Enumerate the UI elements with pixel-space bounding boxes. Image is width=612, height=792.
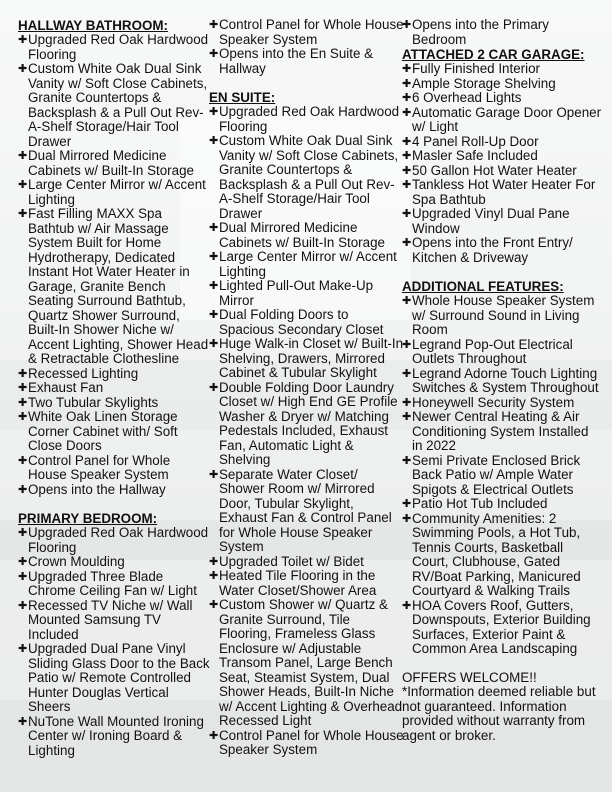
list-item-text: Dual Folding Doors to Spacious Secondary Closet <box>219 307 384 337</box>
list-item <box>402 106 602 135</box>
section-title-primary-bedroom: PRIMARY BEDROOM: <box>18 511 158 526</box>
list-item <box>402 367 602 396</box>
plus-bullet-icon: ✚ <box>402 63 412 75</box>
list-item <box>18 62 210 149</box>
list-item <box>402 135 602 150</box>
primary-bedroom-continued-list <box>209 18 405 76</box>
list-item-text: Opens into the Hallway <box>28 481 166 497</box>
list-item <box>402 62 602 77</box>
plus-bullet-icon: ✚ <box>209 106 219 118</box>
list-item <box>18 454 210 483</box>
list-item-text: Custom Shower w/ Quartz & Granite Surround, Tile Flooring, Frameless Glass Enclosure w/ Adjustable Transom Panel, Large Bench Seat, Steamist System, Dual Shower Heads, Built-In Niche w/ Accent Lighting & Overhead Recessed Light <box>219 597 403 728</box>
en-suite-list <box>209 105 405 758</box>
column-left <box>18 18 210 758</box>
list-item <box>18 207 210 367</box>
list-item-text: Two Tubular Skylights <box>28 394 159 410</box>
list-item-text: Upgraded Dual Pane Vinyl Sliding Glass Door to the Back Patio w/ Remote Controlled Hunter Douglas Vertical Sheers <box>28 641 210 714</box>
list-item-text: Upgraded Three Blade Chrome Ceiling Fan w/ Light <box>28 568 197 598</box>
plus-bullet-icon: ✚ <box>402 92 412 104</box>
list-item-text: Opens into the Front Entry/ Kitchen & Driveway <box>412 235 573 265</box>
list-item <box>209 555 405 570</box>
list-item-text: Whole House Speaker System w/ Surround Sound in Living Room <box>412 293 595 337</box>
plus-bullet-icon: ✚ <box>402 512 412 525</box>
plus-bullet-icon: ✚ <box>18 556 28 568</box>
list-item-text: Community Amenities: 2 Swimming Pools, a Hot Tub, Tennis Courts, Basketball Court, Clubhouse, Gated RV/Boat Parking, Manicured Courtyard & Walking Trails <box>412 510 581 598</box>
list-item-text: Recessed TV Niche w/ Wall Mounted Samsung TV Included <box>28 597 193 642</box>
list-item <box>402 512 602 599</box>
list-item <box>209 468 405 555</box>
section-title-garage: ATTACHED 2 CAR GARAGE: <box>402 47 585 62</box>
list-item <box>402 410 602 454</box>
list-item <box>18 570 210 599</box>
hallway-bathroom-list <box>18 33 210 497</box>
list-item-text: HOA Covers Roof, Gutters, Downspouts, Exterior Building Surfaces, Exterior Paint & Common Area Landscaping <box>412 597 591 656</box>
list-item-text: 50 Gallon Hot Water Heater <box>412 162 577 178</box>
plus-bullet-icon: ✚ <box>209 570 219 582</box>
list-item-text: Patio Hot Tub Included <box>412 496 548 511</box>
list-item-text: Custom White Oak Dual Sink Vanity w/ Soft Close Cabinets, Granite Countertops & Backsplash & a Pull Out Rev-A-Shelf Storage/Hair Tool Drawer <box>219 133 399 221</box>
plus-bullet-icon: ✚ <box>209 729 219 742</box>
list-item <box>209 221 405 250</box>
list-item-text: Newer Central Heating & Air Conditioning System Installed in 2022 <box>412 409 589 453</box>
list-item-text: Fully Finished Interior <box>412 61 541 76</box>
list-item <box>209 47 405 76</box>
disclaimer-text: *Information deemed reliable but not guaranteed. Information provided without warranty from agent or broker. <box>402 684 596 743</box>
list-item <box>209 598 405 729</box>
plus-bullet-icon: ✚ <box>209 309 219 321</box>
plus-bullet-icon: ✚ <box>18 63 28 75</box>
list-item-text: 6 Overhead Lights <box>412 90 522 105</box>
plus-bullet-icon: ✚ <box>18 643 28 655</box>
plus-bullet-icon: ✚ <box>402 135 412 148</box>
list-item-text: NuTone Wall Mounted Ironing Center w/ Ironing Board & Lighting <box>28 713 204 758</box>
list-item <box>402 207 602 236</box>
list-item <box>18 178 210 207</box>
section-title-hallway-bathroom: HALLWAY BATHROOM: <box>18 18 169 33</box>
column-right <box>402 18 602 743</box>
list-item-text: 4 Panel Roll-Up Door <box>412 133 539 149</box>
plus-bullet-icon: ✚ <box>18 570 28 583</box>
list-item-text: Tankless Hot Water Heater For Spa Bathtub <box>412 177 596 207</box>
list-item-text: Recessed Lighting <box>28 365 139 381</box>
plus-bullet-icon: ✚ <box>402 599 412 612</box>
list-item-text: Fast Filling MAXX Spa Bathtub w/ Air Massage System Built for Home Hydrotherapy, Dedicated Instant Hot Water Heater in Garage, Granite Bench Seating Surround Bathtub, Quartz Shower Surround, Built-In Shower Niche w/ Accent Lighting, Shower Head & Retractable Clothesline <box>28 206 209 366</box>
list-item <box>18 526 210 555</box>
list-item-text: Dual Mirrored Medicine Cabinets w/ Built-In Storage <box>219 220 385 250</box>
plus-bullet-icon: ✚ <box>402 164 412 177</box>
list-item-text: Large Center Mirror w/ Accent Lighting <box>28 177 206 207</box>
list-item <box>402 149 602 164</box>
plus-bullet-icon: ✚ <box>209 280 219 292</box>
plus-bullet-icon: ✚ <box>18 527 28 539</box>
plus-bullet-icon: ✚ <box>402 19 412 31</box>
list-item-text: Upgraded Red Oak Hardwood Flooring <box>28 32 209 62</box>
plus-bullet-icon: ✚ <box>402 396 412 409</box>
list-item <box>402 338 602 367</box>
list-item <box>18 367 210 382</box>
list-item <box>209 105 405 134</box>
plus-bullet-icon: ✚ <box>402 295 412 307</box>
plus-bullet-icon: ✚ <box>18 150 28 162</box>
list-item <box>18 396 210 411</box>
list-item-text: Custom White Oak Dual Sink Vanity w/ Soft Close Cabinets, Granite Countertops & Backsplash & a Pull Out Rev-A-Shelf Storage/Hair Tool Drawer <box>28 61 208 149</box>
list-item-text: Legrand Pop-Out Electrical Outlets Throughout <box>412 336 573 366</box>
list-item <box>209 729 405 758</box>
list-item <box>402 294 602 338</box>
list-item-text: Upgraded Red Oak Hardwood Flooring <box>28 525 209 555</box>
plus-bullet-icon: ✚ <box>402 208 412 220</box>
plus-bullet-icon: ✚ <box>402 77 412 90</box>
list-item <box>18 149 210 178</box>
list-item <box>18 33 210 62</box>
plus-bullet-icon: ✚ <box>18 454 28 467</box>
list-item <box>402 164 602 179</box>
offers-welcome-text: OFFERS WELCOME!! <box>402 669 537 685</box>
plus-bullet-icon: ✚ <box>402 237 412 249</box>
list-item-text: Separate Water Closet/ Shower Room w/ Mirrored Door, Tubular Skylight, Exhaust Fan & Control Panel for Whole House Speaker System <box>219 466 392 554</box>
footer-block <box>402 671 602 744</box>
plus-bullet-icon: ✚ <box>209 222 219 234</box>
list-item-text: Ample Storage Shelving <box>412 75 556 91</box>
plus-bullet-icon: ✚ <box>402 411 412 423</box>
plus-bullet-icon: ✚ <box>209 19 219 31</box>
plus-bullet-icon: ✚ <box>402 150 412 162</box>
list-item <box>209 337 405 381</box>
plus-bullet-icon: ✚ <box>18 382 28 394</box>
list-item <box>402 497 602 512</box>
plus-bullet-icon: ✚ <box>402 498 412 510</box>
plus-bullet-icon: ✚ <box>209 135 219 147</box>
column-middle <box>209 18 405 758</box>
plus-bullet-icon: ✚ <box>209 599 219 611</box>
list-item <box>402 18 602 47</box>
list-item <box>402 454 602 498</box>
list-item-text: Semi Private Enclosed Brick Back Patio w/ Ample Water Spigots & Electrical Outlets <box>412 452 581 497</box>
section-title-additional-features: ADDITIONAL FEATURES: <box>402 279 564 294</box>
list-item-text: Automatic Garage Door Opener w/ Light <box>412 104 602 134</box>
plus-bullet-icon: ✚ <box>18 367 28 380</box>
plus-bullet-icon: ✚ <box>209 555 219 568</box>
plus-bullet-icon: ✚ <box>402 179 412 191</box>
list-item-text: Masler Safe Included <box>412 148 538 163</box>
list-item <box>18 599 210 643</box>
list-item-text: Large Center Mirror w/ Accent Lighting <box>219 249 397 279</box>
plus-bullet-icon: ✚ <box>18 179 28 191</box>
plus-bullet-icon: ✚ <box>209 338 219 350</box>
list-item-text: Control Panel for Whole House Speaker System <box>219 17 404 47</box>
list-item <box>18 483 210 498</box>
list-item-text: Honeywell Security System <box>412 394 575 410</box>
plus-bullet-icon: ✚ <box>18 396 28 409</box>
list-item-text: Upgraded Toilet w/ Bidet <box>219 553 364 569</box>
list-item <box>402 178 602 207</box>
plus-bullet-icon: ✚ <box>402 106 412 119</box>
plus-bullet-icon: ✚ <box>18 599 28 612</box>
list-item-text: Upgraded Vinyl Dual Pane Window <box>412 206 570 236</box>
list-item <box>209 308 405 337</box>
plus-bullet-icon: ✚ <box>209 468 219 481</box>
primary-bedroom-list <box>18 526 210 758</box>
list-item <box>18 715 210 759</box>
plus-bullet-icon: ✚ <box>18 208 28 220</box>
list-item-text: Huge Walk-in Closet w/ Built-In Shelving, Drawers, Mirrored Cabinet & Tubular Skylight <box>219 336 404 380</box>
list-item-text: Heated Tile Flooring in the Water Closet/Shower Area <box>219 568 377 598</box>
list-item-text: Exhaust Fan <box>28 380 104 395</box>
list-item-text: Control Panel for Whole House Speaker System <box>28 452 171 482</box>
list-item <box>209 279 405 308</box>
section-title-en-suite: EN SUITE: <box>209 90 276 105</box>
list-item-text: Dual Mirrored Medicine Cabinets w/ Built-In Storage <box>28 148 194 178</box>
list-item <box>18 555 210 570</box>
list-item <box>209 381 405 468</box>
list-item <box>402 396 602 411</box>
list-item-text: Control Panel for Whole House Speaker System <box>219 727 404 757</box>
plus-bullet-icon: ✚ <box>18 411 28 423</box>
plus-bullet-icon: ✚ <box>18 715 28 728</box>
list-item-text: Legrand Adorne Touch Lighting Switches & System Throughout <box>412 365 599 395</box>
list-item-text: Opens into the En Suite & Hallway <box>219 46 374 76</box>
plus-bullet-icon: ✚ <box>209 48 219 60</box>
plus-bullet-icon: ✚ <box>402 338 412 351</box>
plus-bullet-icon: ✚ <box>402 454 412 467</box>
list-item-text: White Oak Linen Storage Corner Cabinet with/ Soft Close Doors <box>28 409 178 453</box>
list-item-text: Lighted Pull-Out Make-Up Mirror <box>219 278 374 308</box>
list-item <box>402 236 602 265</box>
list-item-text: Double Folding Door Laundry Closet w/ High End GE Profile Washer & Dryer w/ Matching Pedestals Included, Exhaust Fan, Automatic Light & Shelving <box>219 379 398 467</box>
plus-bullet-icon: ✚ <box>402 367 412 380</box>
plus-bullet-icon: ✚ <box>209 381 219 394</box>
plus-bullet-icon: ✚ <box>18 34 28 46</box>
list-item-text: Crown Moulding <box>28 554 125 569</box>
plus-bullet-icon: ✚ <box>209 251 219 263</box>
list-item <box>18 381 210 396</box>
en-suite-continued-list <box>402 18 602 47</box>
additional-features-list <box>402 294 602 657</box>
list-item <box>402 599 602 657</box>
plus-bullet-icon: ✚ <box>18 483 28 496</box>
list-item <box>209 18 405 47</box>
garage-list <box>402 62 602 265</box>
list-item <box>402 91 602 106</box>
list-item-text: Upgraded Red Oak Hardwood Flooring <box>219 104 400 134</box>
list-item-text: Opens into the Primary Bedroom <box>412 17 549 47</box>
list-item <box>209 250 405 279</box>
list-item <box>402 77 602 92</box>
list-item <box>18 642 210 715</box>
list-item <box>209 134 405 221</box>
list-item <box>209 569 405 598</box>
list-item <box>18 410 210 454</box>
